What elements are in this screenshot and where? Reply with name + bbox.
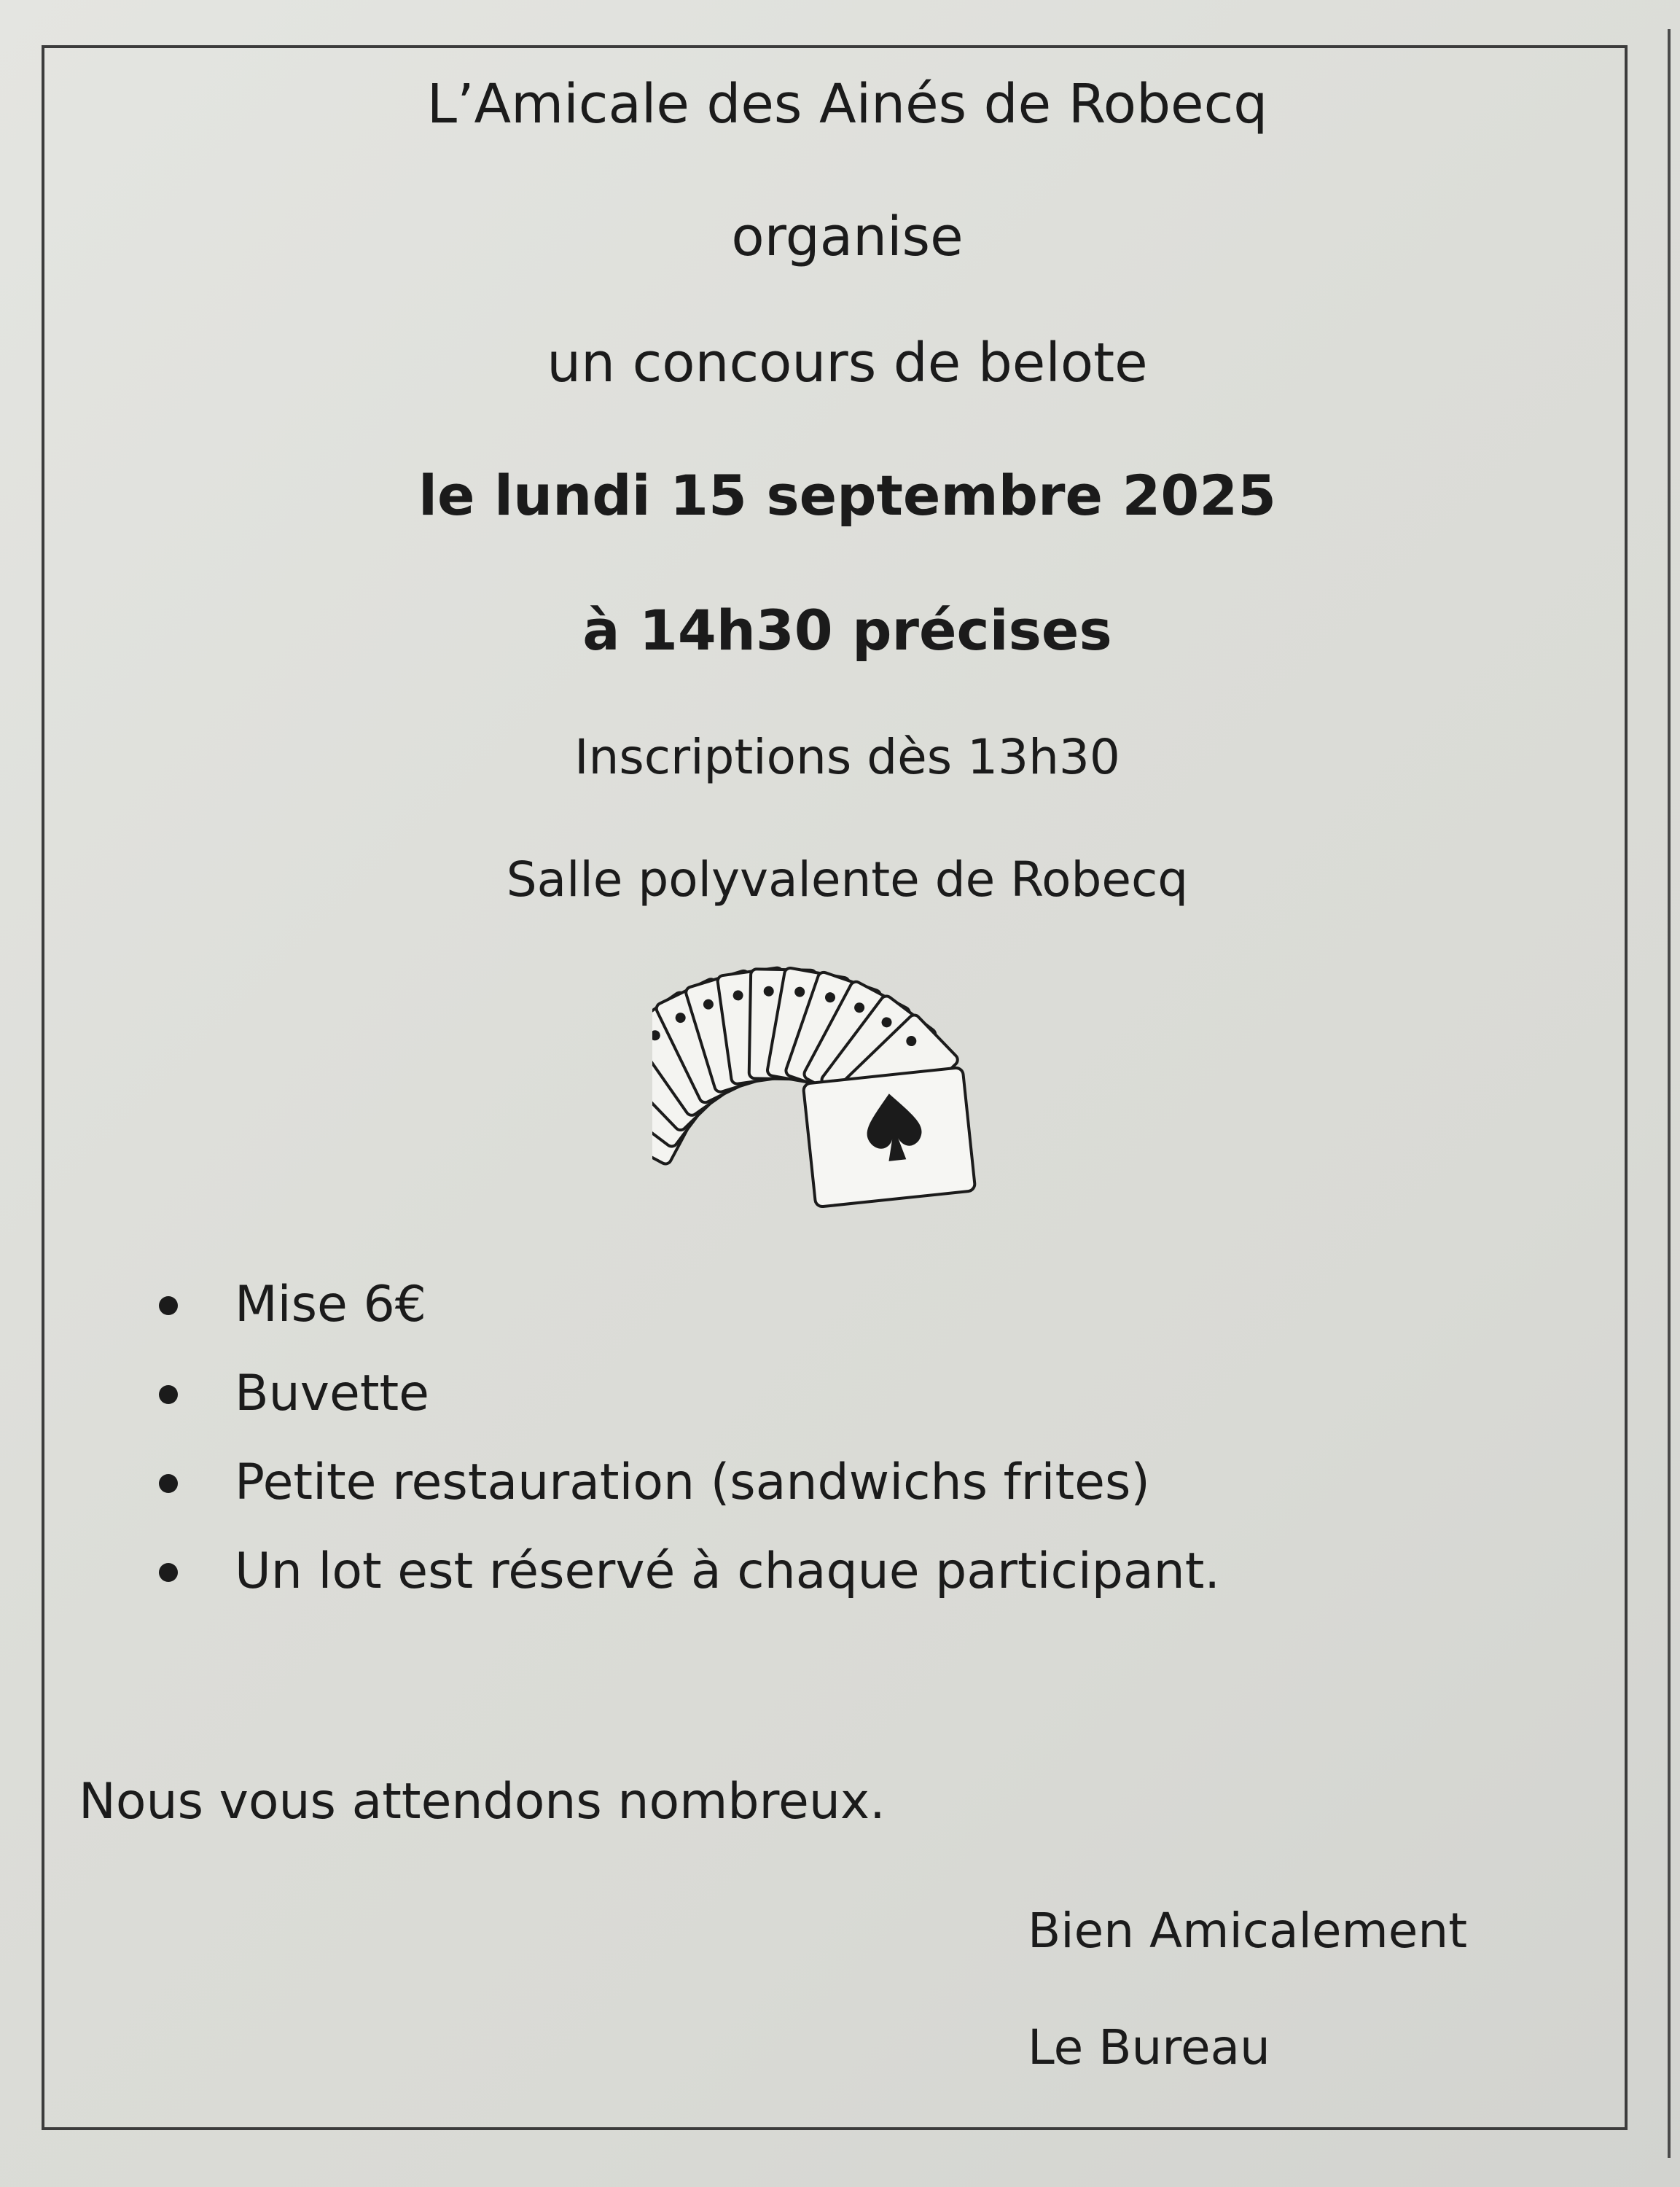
list-item: [153, 1357, 1220, 1446]
bullet-text: Mise 6€: [235, 1276, 426, 1333]
event-time: à 14h30 précises: [582, 598, 1112, 663]
playing-cards-fan-icon: [652, 948, 1002, 1239]
registration-time: Inscriptions dès 13h30: [574, 729, 1120, 785]
bullet-icon: [159, 1474, 178, 1493]
signature-text: Le Bureau: [1028, 2019, 1270, 2075]
ace-of-spades-card: [803, 1067, 976, 1207]
bullet-text: Buvette: [235, 1365, 429, 1422]
flyer-title: L’Amicale des Ainés de Robecq: [426, 73, 1268, 136]
list-item: [153, 1535, 1220, 1624]
organise-text: organise: [731, 206, 964, 268]
list-item: [153, 1446, 1220, 1535]
event-venue: Salle polyvalente de Robecq: [506, 851, 1189, 908]
closing-text: Nous vous attendons nombreux.: [79, 1773, 886, 1831]
info-list: [153, 1268, 1220, 1624]
signoff-text: Bien Amicalement: [1028, 1903, 1468, 1959]
bullet-icon: [159, 1296, 178, 1315]
event-date: le lundi 15 septembre 2025: [418, 463, 1277, 528]
bullet-icon: [159, 1563, 178, 1582]
bullet-text: Un lot est réservé à chaque participant.: [235, 1543, 1220, 1600]
event-name: un concours de belote: [547, 332, 1148, 394]
bullet-text: Petite restauration (sandwichs frites): [235, 1454, 1150, 1511]
bullet-icon: [159, 1385, 178, 1404]
list-item: [153, 1268, 1220, 1357]
